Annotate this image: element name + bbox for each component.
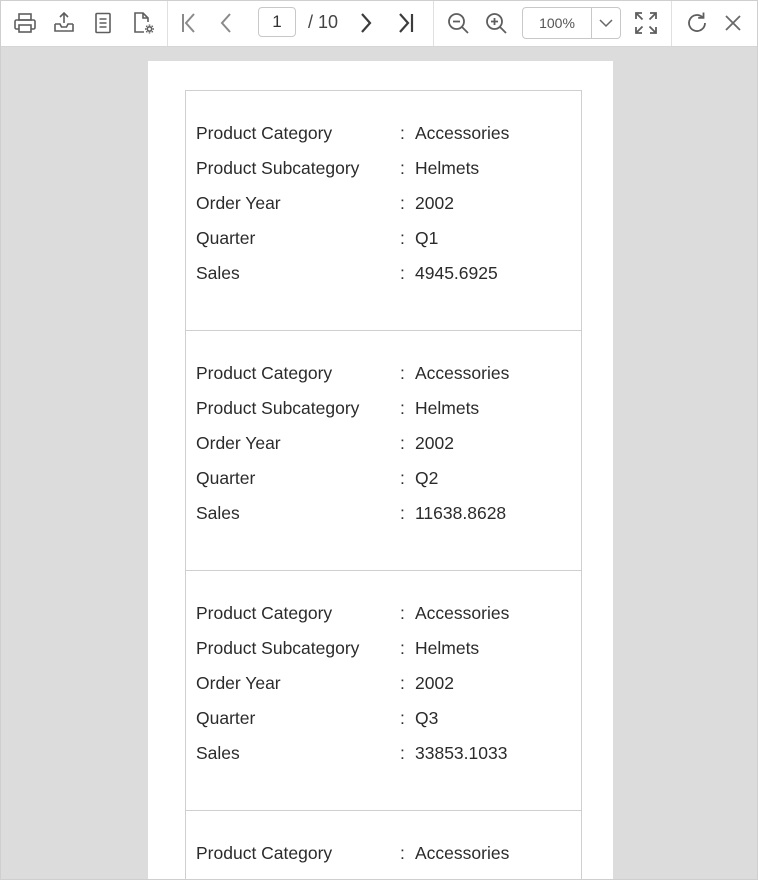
field-value: Accessories (415, 363, 510, 383)
record-card (186, 571, 581, 811)
record-row (196, 638, 576, 660)
field-label: Quarter (196, 228, 256, 248)
field-label: Product Category (196, 843, 333, 863)
record-card (186, 331, 581, 571)
field-value: Helmets (415, 158, 480, 178)
zoom-out-icon[interactable] (442, 7, 474, 39)
field-label: Product Category (196, 603, 333, 623)
field-value: 2002 (415, 673, 454, 693)
field-label: Product Category (196, 363, 333, 383)
field-separator: : (400, 123, 405, 143)
field-separator: : (400, 673, 405, 693)
export-icon[interactable] (48, 7, 80, 39)
field-label: Order Year (196, 433, 281, 453)
field-label: Product Subcategory (196, 158, 360, 178)
first-page-icon[interactable] (172, 7, 204, 39)
record-row (196, 673, 576, 695)
field-separator: : (400, 158, 405, 178)
field-separator: : (400, 708, 405, 728)
page-setup-icon[interactable] (127, 7, 159, 39)
last-page-icon[interactable] (390, 7, 422, 39)
field-separator: : (400, 228, 405, 248)
field-label: Quarter (196, 708, 256, 728)
record-row (196, 708, 576, 730)
field-label: Sales (196, 743, 240, 763)
field-value: Helmets (415, 398, 480, 418)
record-row (196, 743, 576, 765)
field-separator: : (400, 503, 405, 523)
field-label: Sales (196, 263, 240, 283)
record-row (196, 398, 576, 420)
toolbar (1, 1, 757, 47)
fit-page-icon[interactable] (630, 7, 662, 39)
record-row (196, 193, 576, 215)
field-label: Product Subcategory (196, 398, 360, 418)
field-label: Order Year (196, 673, 281, 693)
field-value: Q3 (415, 708, 439, 728)
close-icon[interactable] (717, 7, 749, 39)
record-row (196, 468, 576, 490)
zoom-value: 100% (523, 8, 592, 38)
page-count-label: / 10 (308, 12, 339, 32)
page-number-input[interactable] (258, 7, 296, 37)
record-row (196, 123, 576, 145)
field-separator: : (400, 363, 405, 383)
previous-page-icon[interactable] (210, 7, 242, 39)
record-row (196, 603, 576, 625)
document-icon[interactable] (87, 7, 119, 39)
record-list (185, 90, 582, 880)
field-value: Q2 (415, 468, 439, 488)
field-value: 2002 (415, 193, 454, 213)
record-row (196, 433, 576, 455)
next-page-icon[interactable] (350, 7, 382, 39)
field-value: 33853.1033 (415, 743, 508, 763)
record-row (196, 263, 576, 285)
field-separator: : (400, 398, 405, 418)
record-row (196, 363, 576, 385)
field-label: Sales (196, 503, 240, 523)
report-page (148, 61, 613, 880)
field-label: Product Subcategory (196, 638, 360, 658)
field-value: Accessories (415, 123, 510, 143)
field-separator: : (400, 743, 405, 763)
field-separator: : (400, 263, 405, 283)
field-label: Product Category (196, 123, 333, 143)
field-separator: : (400, 603, 405, 623)
record-card (186, 91, 581, 331)
field-separator: : (400, 433, 405, 453)
record-card (186, 811, 581, 880)
zoom-in-icon[interactable] (480, 7, 512, 39)
field-label: Quarter (196, 468, 256, 488)
field-separator: : (400, 193, 405, 213)
field-separator: : (400, 843, 405, 863)
field-value: Q1 (415, 228, 439, 248)
print-icon[interactable] (9, 7, 41, 39)
field-separator: : (400, 468, 405, 488)
record-row (196, 503, 576, 525)
record-row (196, 843, 576, 865)
zoom-select[interactable] (522, 7, 621, 39)
refresh-icon[interactable] (681, 7, 713, 39)
field-value: 4945.6925 (415, 263, 498, 283)
record-row (196, 228, 576, 250)
field-value: Accessories (415, 603, 510, 623)
chevron-down-icon[interactable] (592, 8, 620, 38)
field-separator: : (400, 638, 405, 658)
field-value: Accessories (415, 843, 510, 863)
record-row (196, 158, 576, 180)
field-value: Helmets (415, 638, 480, 658)
field-value: 11638.8628 (415, 503, 507, 523)
field-label: Order Year (196, 193, 281, 213)
field-value: 2002 (415, 433, 454, 453)
